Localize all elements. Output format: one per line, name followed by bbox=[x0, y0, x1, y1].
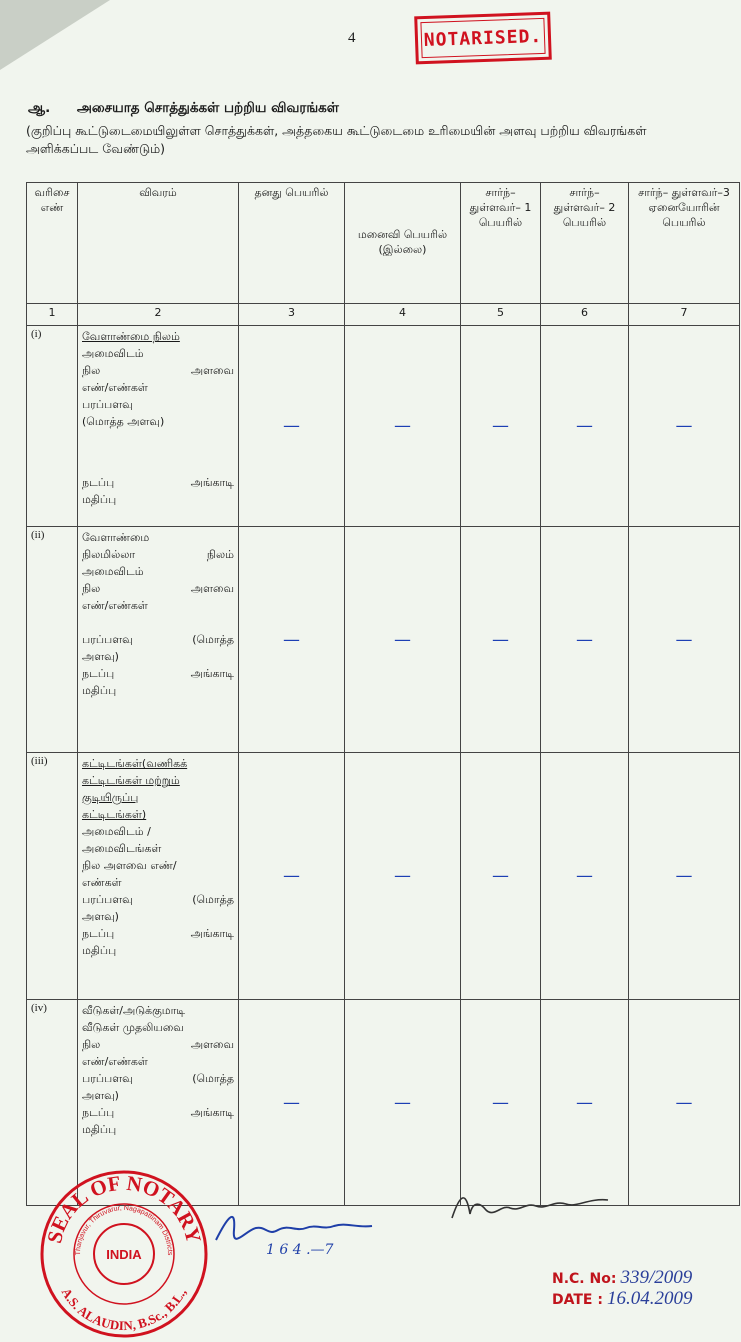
header-row bbox=[27, 183, 740, 304]
colnum: 7 bbox=[629, 304, 740, 326]
nil-dash: — bbox=[675, 1092, 693, 1113]
nil-dash: — bbox=[394, 1092, 411, 1113]
nil-cell bbox=[629, 527, 740, 753]
detail-line: எண்/எண்கள் bbox=[82, 381, 148, 394]
row-serial: (ii) bbox=[27, 527, 78, 753]
detail-line: நில அளவை bbox=[82, 1038, 234, 1051]
nil-cell bbox=[345, 753, 461, 1000]
declarant-signature bbox=[448, 1184, 618, 1229]
nil-cell bbox=[461, 527, 541, 753]
nil-dash: — bbox=[283, 866, 300, 886]
section-title: அசையாத சொத்துக்கள் பற்றிய விவரங்கள் bbox=[76, 100, 339, 116]
nc-number-line bbox=[552, 1268, 692, 1289]
nil-cell bbox=[541, 527, 629, 753]
detail-line: நடப்பு அங்காடி bbox=[82, 927, 234, 940]
detail-line: நடப்பு அங்காடி bbox=[82, 667, 234, 680]
detail-line: பரப்பளவு (மொத்த bbox=[82, 633, 234, 646]
detail-line: வீடுகள்/அடுக்குமாடி bbox=[82, 1004, 186, 1017]
column-number-row bbox=[27, 304, 740, 326]
detail-line: அமைவிடம் bbox=[82, 565, 144, 578]
nil-dash: — bbox=[675, 629, 693, 650]
colnum: 4 bbox=[345, 304, 461, 326]
row-title: குடியிருப்பு bbox=[82, 791, 139, 804]
nil-cell bbox=[461, 753, 541, 1000]
nil-cell bbox=[541, 753, 629, 1000]
nil-dash: — bbox=[492, 629, 509, 650]
nil-cell bbox=[345, 527, 461, 753]
notarised-stamp bbox=[414, 12, 552, 65]
nil-dash: — bbox=[675, 866, 693, 886]
detail-line: மதிப்பு bbox=[82, 1123, 117, 1136]
colnum: 1 bbox=[27, 304, 78, 326]
nil-cell bbox=[541, 326, 629, 527]
seal-bottom-text: A.S. ALAUDIN, B.Sc., B.L., bbox=[58, 1285, 190, 1334]
detail-line: மதிப்பு bbox=[82, 684, 117, 697]
notary-signature bbox=[206, 1200, 396, 1260]
detail-line: வேளாண்மை bbox=[82, 531, 150, 544]
nil-cell bbox=[345, 326, 461, 527]
row-title: கட்டிடங்கள் மற்றும் bbox=[82, 774, 180, 787]
nc-date-line bbox=[552, 1289, 692, 1310]
nil-cell bbox=[239, 1000, 345, 1206]
nil-cell bbox=[345, 1000, 461, 1206]
stamp-text: NOTARISED. bbox=[423, 25, 543, 51]
header-dependent-1: சார்ந்– துள்ளவர்– 1 பெயரில் bbox=[461, 183, 541, 304]
detail-line: நில அளவை bbox=[82, 364, 234, 377]
nc-label: N.C. No: bbox=[552, 1271, 617, 1287]
detail-line: நடப்பு அங்காடி bbox=[82, 1106, 234, 1119]
header-serial: வரிசை எண் bbox=[27, 183, 78, 304]
nil-dash: — bbox=[394, 629, 411, 650]
nil-dash: — bbox=[675, 416, 693, 436]
nil-cell bbox=[461, 326, 541, 527]
detail-line: பரப்பளவு (மொத்த bbox=[82, 1072, 234, 1085]
detail-line: நடப்பு அங்காடி bbox=[82, 476, 234, 489]
nil-cell bbox=[629, 1000, 740, 1206]
section-note: (குறிப்பு கூட்டுடைமையிலுள்ள சொத்துக்கள், அத்தகைய கூட்டுடைமை உரிமையின் அளவு பற்றிய விவரங்கள் அளிக்கப்பட வேண்டும்) bbox=[26, 123, 647, 156]
nil-cell bbox=[629, 326, 740, 527]
assets-table bbox=[26, 182, 740, 1206]
detail-line: பரப்பளவு bbox=[82, 398, 133, 411]
header-wife: மனைவி பெயரில் (இல்லை) bbox=[345, 183, 461, 304]
nc-value: 339/2009 bbox=[620, 1267, 693, 1288]
nil-dash: — bbox=[576, 866, 593, 886]
table-row bbox=[27, 527, 740, 753]
nil-dash: — bbox=[394, 416, 411, 436]
row-title: கட்டிடங்கள்(வணிகக் bbox=[82, 757, 188, 770]
detail-line: நில அளவை எண்/ bbox=[82, 859, 177, 872]
nc-date-value: 16.04.2009 bbox=[606, 1288, 693, 1309]
nil-dash: — bbox=[576, 1092, 593, 1113]
detail-line: அமைவிடம் / bbox=[82, 825, 151, 838]
detail-line: அமைவிடம் bbox=[82, 347, 144, 360]
nil-cell bbox=[239, 326, 345, 527]
detail-line: எண்கள் bbox=[82, 876, 122, 889]
detail-line: அளவு) bbox=[82, 910, 119, 923]
row-details bbox=[78, 753, 239, 1000]
detail-line: அமைவிடங்கள் bbox=[82, 842, 162, 855]
row-title: வேளாண்மை நிலம் bbox=[82, 330, 180, 343]
notary-seal bbox=[38, 1168, 210, 1340]
nil-cell bbox=[461, 1000, 541, 1206]
nil-dash: — bbox=[283, 629, 300, 650]
page-corner-fold bbox=[0, 0, 110, 70]
nil-dash: — bbox=[283, 416, 300, 436]
nil-cell bbox=[629, 753, 740, 1000]
colnum: 3 bbox=[239, 304, 345, 326]
nil-dash: — bbox=[492, 866, 509, 886]
detail-line: அளவு) bbox=[82, 650, 119, 663]
nil-cell bbox=[239, 527, 345, 753]
section-heading bbox=[28, 100, 339, 118]
detail-line: (மொத்த அளவு) bbox=[82, 415, 165, 428]
detail-line: மதிப்பு bbox=[82, 493, 117, 506]
nil-cell bbox=[541, 1000, 629, 1206]
signature-date: 1 6 4 .—7 bbox=[266, 1242, 334, 1258]
row-title: கட்டிடங்கள்) bbox=[82, 808, 147, 821]
colnum: 6 bbox=[541, 304, 629, 326]
detail-line: பரப்பளவு (மொத்த bbox=[82, 893, 234, 906]
row-details bbox=[78, 326, 239, 527]
nc-date-label: DATE : bbox=[552, 1292, 603, 1308]
detail-line: வீடுகள் முதலியவை bbox=[82, 1021, 184, 1034]
nil-dash: — bbox=[283, 1092, 300, 1113]
row-serial: (iv) bbox=[27, 1000, 78, 1206]
detail-line: மதிப்பு bbox=[82, 944, 117, 957]
nil-dash: — bbox=[394, 866, 411, 886]
row-details bbox=[78, 527, 239, 753]
nil-dash: — bbox=[576, 416, 593, 436]
colnum: 5 bbox=[461, 304, 541, 326]
table-row bbox=[27, 753, 740, 1000]
seal-top-text: SEAL OF NOTARY bbox=[42, 1170, 207, 1246]
detail-line: அளவு) bbox=[82, 1089, 119, 1102]
page-number: 4 bbox=[348, 30, 356, 46]
header-self: தனது பெயரில் bbox=[239, 183, 345, 304]
seal-center-text: INDIA bbox=[106, 1247, 142, 1262]
row-serial: (i) bbox=[27, 326, 78, 527]
nil-dash: — bbox=[492, 416, 509, 436]
seal-inner-text: Thanjavur, Thiruvarur, Nagapattinam Districts bbox=[74, 1204, 174, 1256]
section-label: ஆ. bbox=[28, 100, 51, 116]
header-details: விவரம் bbox=[78, 183, 239, 304]
table-row bbox=[27, 326, 740, 527]
detail-line: நில அளவை bbox=[82, 582, 234, 595]
nil-cell bbox=[239, 753, 345, 1000]
notary-reference bbox=[552, 1268, 692, 1310]
nil-dash: — bbox=[576, 629, 593, 650]
detail-line: எண்/எண்கள் bbox=[82, 599, 148, 612]
row-serial: (iii) bbox=[27, 753, 78, 1000]
detail-line: நிலமில்லா நிலம் bbox=[82, 548, 234, 561]
nil-dash: — bbox=[492, 1092, 509, 1113]
header-dependent-2: சார்ந்– துள்ளவர்– 2 பெயரில் bbox=[541, 183, 629, 304]
header-dependent-3: சார்ந்– துள்ளவர்–3 ஏனையோரின் பெயரில் bbox=[629, 183, 740, 304]
detail-line: எண்/எண்கள் bbox=[82, 1055, 148, 1068]
colnum: 2 bbox=[78, 304, 239, 326]
